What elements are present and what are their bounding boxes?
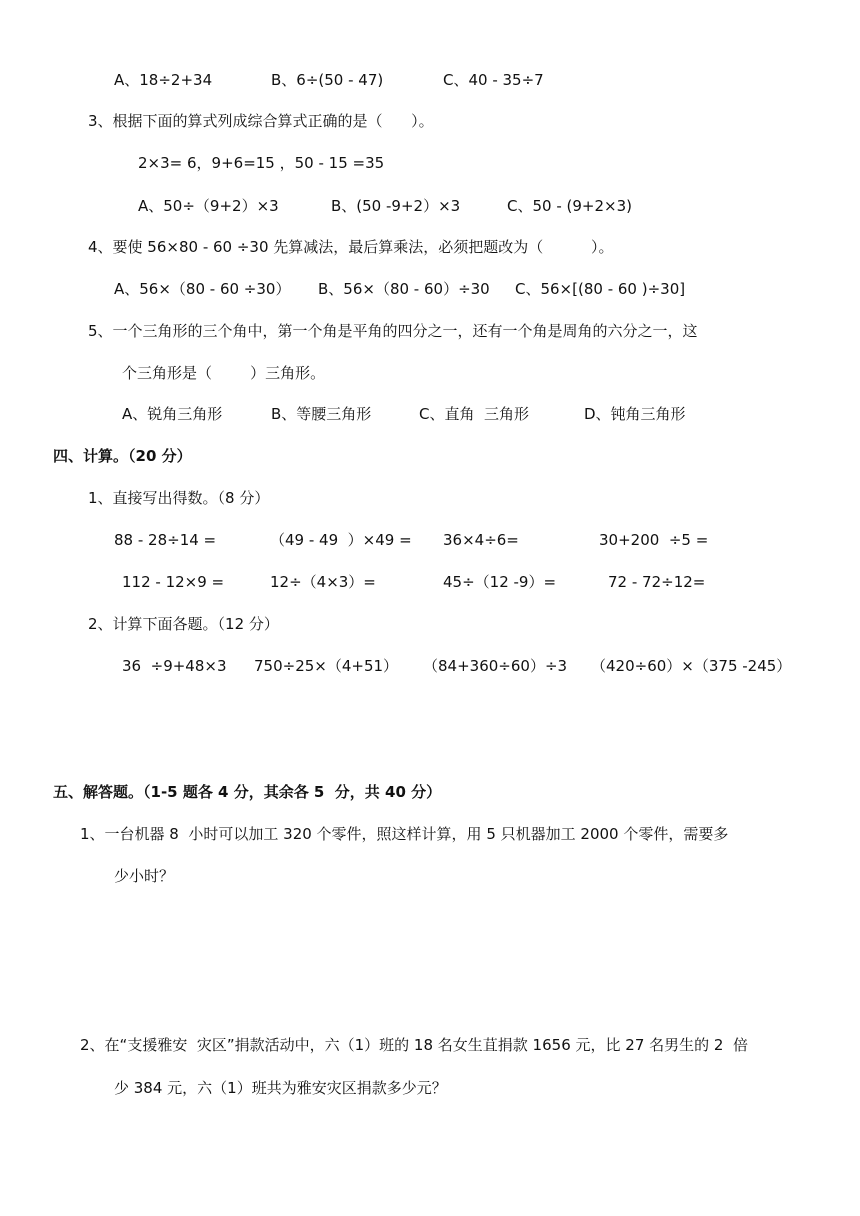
- calc-item: 30+200 ÷5 =: [599, 531, 709, 549]
- section4-sub1: 1、直接写出得数。（8 分）: [88, 489, 270, 507]
- q3-option-a: A、50÷（9+2）×3: [138, 197, 279, 215]
- q3-stem: 3、根据下面的算式列成综合算式正确的是（ ）。: [88, 112, 434, 130]
- q2-option-c: C、40 - 35÷7: [443, 71, 544, 89]
- q4-stem: 4、要使 56×80 - 60 ÷30 先算减法，最后算乘法，必须把题改为（ ）。: [88, 238, 614, 256]
- problem2-line2: 少 384 元，六（1）班共为雅安灾区捐款多少元？: [114, 1079, 447, 1097]
- calc-problem: （84+360÷60）÷3: [423, 657, 568, 675]
- q4-option-a: A、56×（80 - 60 ÷30）: [114, 280, 291, 298]
- q2-option-a: A、18÷2+34: [114, 71, 213, 89]
- q2-option-b: B、6÷(50 - 47): [271, 71, 384, 89]
- q4-option-b: B、56×（80 - 60）÷30: [318, 280, 490, 298]
- problem1-line1: 1、一台机器 8 小时可以加工 320 个零件，照这样计算，用 5 只机器加工 2000 个零件，需要多: [80, 825, 729, 843]
- calc-problem: 36 ÷9+48×3: [122, 657, 227, 675]
- q5-option-a: A、锐角三角形: [122, 405, 223, 423]
- q3-given: 2×3= 6，9+6=15 ，50 - 15 =35: [138, 154, 385, 172]
- calc-problem: 750÷25×（4+51）: [254, 657, 399, 675]
- q5-line2: 个三角形是（ ）三角形。: [122, 364, 326, 382]
- section5-title: 五、解答题。（1-5 题各 4 分，其余各 5 分，共 40 分）: [53, 783, 442, 801]
- q3-option-b: B、(50 -9+2）×3: [331, 197, 461, 215]
- problem1-line2: 少小时？: [114, 867, 175, 885]
- q5-option-c: C、直角 三角形: [419, 405, 530, 423]
- section4-title: 四、计算。（20 分）: [53, 447, 192, 465]
- q4-option-c: C、56×[(80 - 60 )÷30]: [515, 280, 686, 298]
- q3-option-c: C、50 - (9+2×3): [507, 197, 632, 215]
- calc-item: 88 - 28÷14 =: [114, 531, 217, 549]
- calc-item: 112 - 12×9 =: [122, 573, 225, 591]
- q5-line1: 5、一个三角形的三个角中，第一个角是平角的四分之一，还有一个角是周角的六分之一，这: [88, 322, 698, 340]
- calc-item: （49 - 49 ）×49 =: [270, 531, 412, 549]
- q5-option-b: B、等腰三角形: [271, 405, 372, 423]
- calc-item: 36×4÷6=: [443, 531, 519, 549]
- problem2-line1: 2、在“支援雅安 灾区”捐款活动中，六（1）班的 18 名女生苴捐款 1656 元，比 27 名男生的 2 倍: [80, 1036, 748, 1054]
- calc-item: 72 - 72÷12=: [608, 573, 706, 591]
- section4-sub2: 2、计算下面各题。（12 分）: [88, 615, 279, 633]
- calc-item: 12÷（4×3）=: [270, 573, 376, 591]
- calc-item: 45÷（12 -9）=: [443, 573, 557, 591]
- q5-option-d: D、钝角三角形: [584, 405, 686, 423]
- calc-problem: （420÷60）×（375 -245）: [591, 657, 792, 675]
